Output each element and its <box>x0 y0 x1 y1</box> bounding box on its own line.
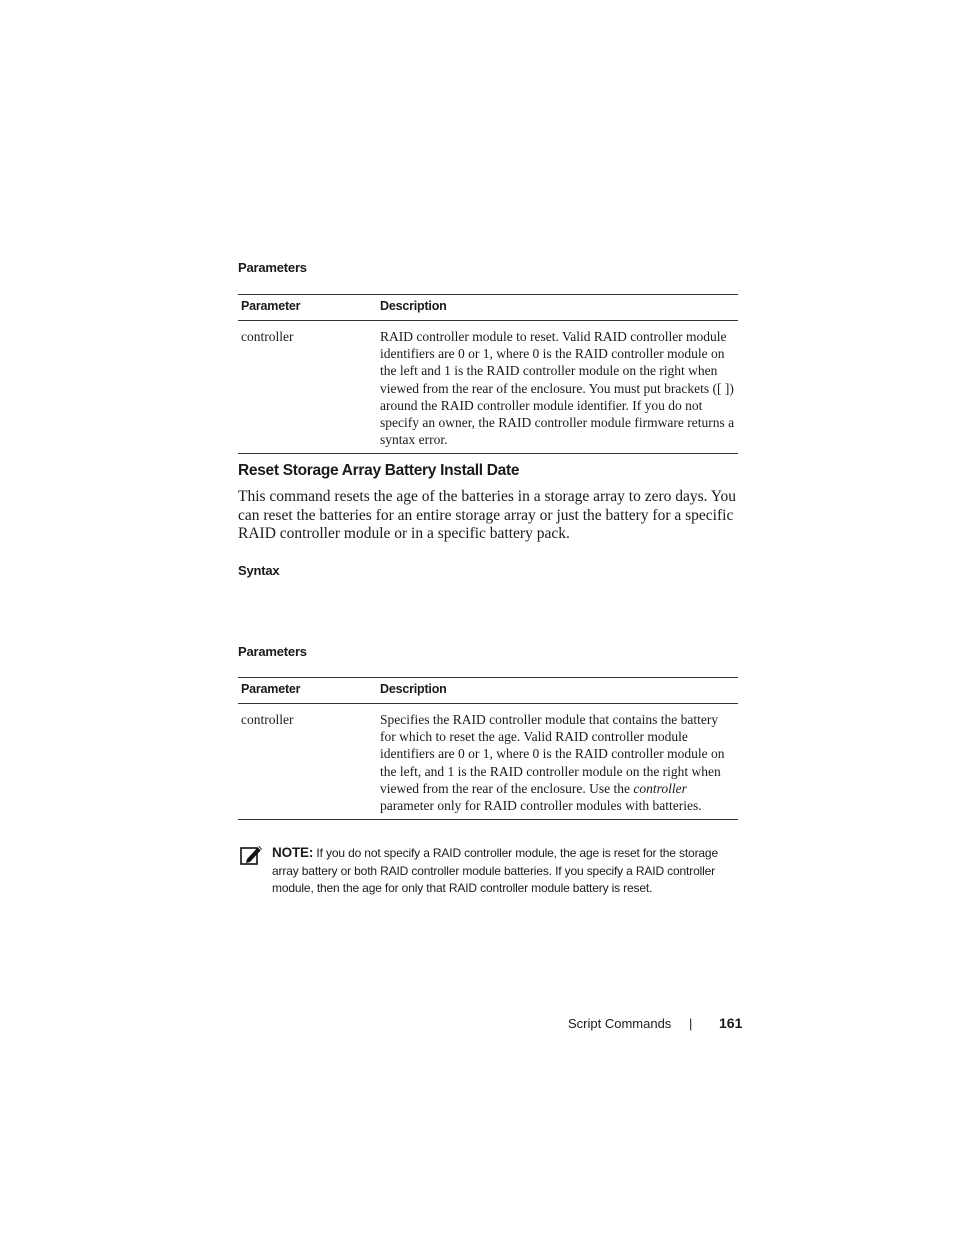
parameters-table <box>238 677 738 820</box>
table-header-row <box>238 295 738 321</box>
description-text: Specifies the RAID controller module that contains the battery for which to reset the age. Valid RAID controller module identifiers are 0 or 1, where 0 is the RAID controller module on the left, and 1 is the RAID controller module on the right when viewed from the rear of the enclosure. Use the <box>380 712 725 796</box>
section-heading: Reset Storage Array Battery Install Date <box>238 462 520 479</box>
parameter-name: controller <box>238 321 377 454</box>
note-label: NOTE: <box>272 845 314 860</box>
description-italic-term: controller <box>633 780 687 796</box>
column-header-parameter: Parameter <box>238 295 377 321</box>
column-header-parameter: Parameter <box>238 678 377 704</box>
note-body: If you do not specify a RAID controller module, the age is reset for the storage array battery or both RAID controller module batteries. If you specify a RAID controller module, then the age for only that RAID controller module battery is reset. <box>272 846 718 895</box>
pencil-note-icon <box>240 844 264 866</box>
parameter-name: controller <box>238 704 377 820</box>
description-text: parameter only for RAID controller modules with batteries. <box>380 798 702 814</box>
table-header-row <box>238 678 738 704</box>
footer-separator: | <box>689 1016 693 1031</box>
note-text <box>272 844 738 898</box>
parameters-heading: Parameters <box>238 260 307 275</box>
footer-section-name: Script Commands <box>568 1016 672 1031</box>
parameter-description: RAID controller module to reset. Valid RAID controller module identifiers are 0 or 1, where 0 is the RAID controller module on the left and 1 is the RAID controller module on the right when viewed from the rear of the enclosure. You must put brackets ([ ]) around the RAID controller module identifier. If you do not specify an owner, the RAID controller module firmware returns a syntax error. <box>377 321 738 454</box>
syntax-heading: Syntax <box>238 563 280 578</box>
command-description: This command resets the age of the batteries in a storage array to zero days. You can reset the batteries for an entire storage array or just the battery for a specific RAID controller module or in a specific battery pack. <box>238 488 736 542</box>
table-row <box>238 321 738 454</box>
column-header-description: Description <box>377 295 738 321</box>
column-header-description: Description <box>377 678 738 704</box>
parameters-table <box>238 294 738 454</box>
table-row <box>238 704 738 820</box>
page-number: 161 <box>719 1015 743 1031</box>
parameters-heading: Parameters <box>238 644 307 659</box>
parameter-description <box>377 704 738 820</box>
